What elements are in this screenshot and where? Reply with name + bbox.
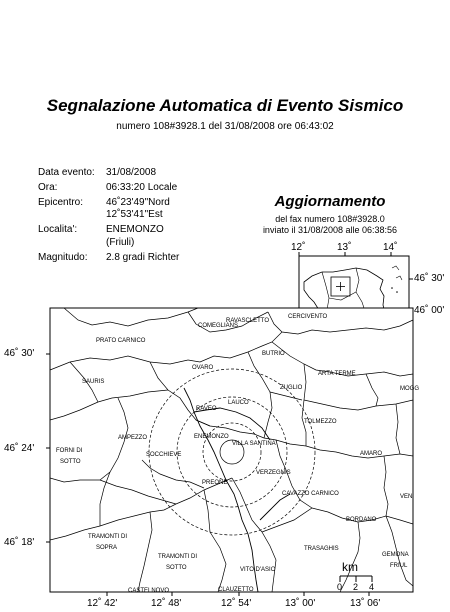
map-left-tick-1: 46˚ 30' <box>4 348 35 359</box>
place-cavazzo-carnico: CAVAZZO CARNICO <box>282 491 339 497</box>
map-bottom-tick-4: 13˚ 00' <box>285 598 316 609</box>
update-line-2: inviato il 31/08/2008 alle 06:38:56 <box>262 225 398 235</box>
place-comeglians: COMEGLIANS <box>198 323 239 329</box>
place-raveo: RAVEO <box>196 406 217 412</box>
inset-top-tick-1: 12˚ <box>291 242 306 253</box>
inset-top-tick-2: 13˚ <box>337 242 352 253</box>
place-tramonti-di-sotto-b: SOTTO <box>166 565 187 571</box>
place-bordano: BORDANO <box>346 517 377 523</box>
update-title: Aggiornamento <box>274 193 386 210</box>
place-mogg: MOGG <box>400 386 419 392</box>
place-tramonti-di-sopra-b: SOPRA <box>96 545 118 551</box>
place-friul: FRIUL <box>390 563 408 569</box>
place-vito-dasio: VITO D'ASIO <box>240 567 276 573</box>
place-sauris: SAURIS <box>82 379 105 385</box>
scale-tick-0: 0 <box>337 582 343 592</box>
place-castelnovo: CASTELNOVO <box>128 588 170 594</box>
map-bottom-tick-3: 12˚ 54' <box>221 598 252 609</box>
locality-label: Localita': <box>38 224 78 235</box>
place-tolmezzo: TOLMEZZO <box>304 419 337 425</box>
place-cercivento: CERCIVENTO <box>288 314 328 320</box>
report-title: Segnalazione Automatica di Evento Sismico <box>46 96 404 115</box>
place-zuglio: ZUGLIO <box>280 385 303 391</box>
place-lauco: LAUCO <box>228 400 249 406</box>
magnitude-value: 2.8 gradi Richter <box>106 252 180 263</box>
magnitude-label: Magnitudo: <box>38 252 88 263</box>
epicenter-lon: 12˚53'41"Est <box>106 209 163 220</box>
place-tramonti-di-sotto-a: TRAMONTI DI <box>158 554 197 560</box>
event-date-value: 31/08/2008 <box>106 167 157 178</box>
event-date-label: Data evento: <box>38 167 95 178</box>
place-gemona: GEMONA <box>382 552 409 558</box>
place-arta-terme: ARTA TERME <box>318 371 356 377</box>
update-line-1: del fax numero 108#3928.0 <box>275 214 385 224</box>
map-left-tick-3: 46˚ 18' <box>4 537 35 548</box>
event-time-value: 06:33:20 Locale <box>106 182 178 193</box>
place-enemonzo: ENEMONZO <box>194 434 229 440</box>
epicenter-label: Epicentro: <box>38 197 84 208</box>
place-trasaghis: TRASAGHIS <box>304 546 339 552</box>
locality-region: (Friuli) <box>106 237 135 248</box>
place-prato-carnico: PRATO CARNICO <box>96 338 146 344</box>
place-ampezzo: AMPEZZO <box>118 435 148 441</box>
place-forni-sotto: SOTTO <box>60 459 81 465</box>
inset-right-tick-2: 46˚ 00' <box>414 305 445 316</box>
place-villa-santina: VILLA SANTINA <box>232 441 276 447</box>
inset-top-tick-3: 14˚ <box>383 242 398 253</box>
main-map <box>46 308 419 596</box>
map-bottom-tick-2: 12˚ 48' <box>151 598 182 609</box>
place-forni-di: FORNI DI <box>56 448 83 454</box>
report-subtitle: numero 108#3928.1 del 31/08/2008 ore 06:43:02 <box>116 121 334 132</box>
locality-value: ENEMONZO <box>106 224 164 235</box>
map-bottom-tick-5: 13˚ 06' <box>350 598 381 609</box>
event-time-label: Ora: <box>38 182 58 193</box>
scale-unit: km <box>342 560 358 574</box>
place-ven: VEN <box>400 494 413 500</box>
place-tramonti-di-sopra-a: TRAMONTI DI <box>88 534 127 540</box>
epicenter-lat: 46˚23'49"Nord <box>106 197 170 208</box>
scale-tick-4: 4 <box>369 582 375 592</box>
place-verzegnis: VERZEGNIS <box>256 470 291 476</box>
map-bottom-tick-1: 12˚ 42' <box>87 598 118 609</box>
map-left-tick-2: 46˚ 24' <box>4 443 35 454</box>
place-preone: PREONE <box>202 480 228 486</box>
place-ovaro: OVARO <box>192 365 214 371</box>
place-socchieve: SOCCHIEVE <box>146 452 182 458</box>
place-butrio: BUTRIO <box>262 351 285 357</box>
place-clauzetto: CLAUZETTO <box>218 587 254 593</box>
inset-right-tick-1: 46˚ 30' <box>414 273 445 284</box>
place-amaro: AMARO <box>360 451 383 457</box>
place-ravascletto: RAVASCLETTO <box>226 318 270 324</box>
scale-tick-2: 2 <box>353 582 359 592</box>
